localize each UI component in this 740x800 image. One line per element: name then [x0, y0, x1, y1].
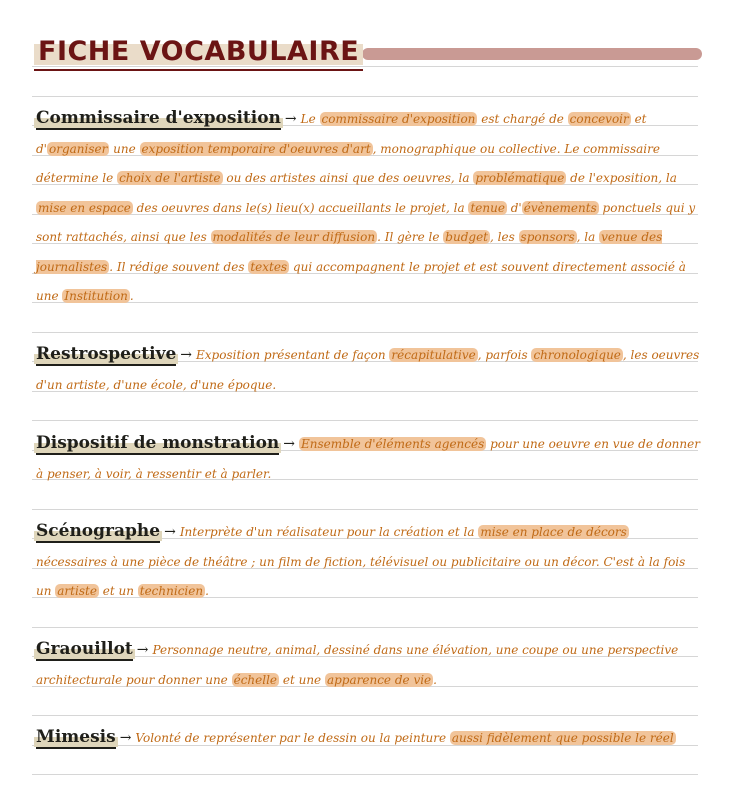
highlighted-phrase: mise en place de décors [480, 525, 627, 539]
entry-mimesis [36, 723, 700, 754]
highlighted-phrase: récapitulative [391, 348, 476, 362]
definition-text: . Il rédige souvent des [109, 259, 249, 274]
arrow-icon: → [284, 111, 297, 127]
highlighted-phrase: chronologique [533, 348, 621, 362]
definition-text: ponctuels qui y sont rattachés, ainsi que les [36, 200, 696, 244]
entry-graouillot [36, 635, 700, 695]
definition-text: et une [279, 672, 325, 687]
entry-text [36, 723, 700, 754]
highlighted-phrase: exposition temporaire d'oeuvres d'art [141, 141, 371, 156]
highlighted-phrase: organiser [48, 141, 108, 156]
highlighted-phrase: aussi fidèlement que possible le réel [451, 731, 674, 745]
definition-text: et un [98, 584, 138, 598]
definition-text: , parfois [477, 348, 532, 362]
entry-scenographe [36, 517, 700, 607]
definition-text: . [433, 672, 437, 687]
entry-text [36, 340, 700, 400]
definition-text: , les [490, 230, 519, 244]
definition-text: nécessaires à une pièce de théâtre ; un film de fiction, télévisuel ou publicitaire ou un décor. C'est à la fois un [36, 554, 686, 598]
definition-text: d' [506, 200, 522, 215]
entry-term: Scénographe [36, 521, 161, 541]
ruled-line [32, 774, 698, 775]
definition-text: Le [300, 112, 320, 126]
ruled-line [32, 96, 698, 97]
arrow-icon: → [136, 642, 149, 658]
arrow-icon: → [283, 436, 296, 452]
definition-text: Personnage neutre, animal, dessiné dans une élévation, une coupe ou une perspective architecturale pour donner une [36, 643, 679, 687]
highlighted-phrase: modalités de leur diffusion [212, 230, 376, 244]
arrow-icon: → [164, 524, 176, 540]
entry-text [36, 104, 700, 312]
ruled-line [32, 627, 698, 628]
highlighted-phrase: sponsors [520, 230, 575, 244]
ruled-line [32, 332, 698, 333]
highlighted-phrase: commissaire d'exposition [321, 112, 476, 126]
highlighted-phrase: choix de l'artiste [119, 171, 221, 185]
definition-text: Exposition présentant de façon [196, 348, 390, 362]
highlighted-phrase: Ensemble d'éléments agencés [301, 437, 485, 451]
highlighted-phrase: concevoir [569, 112, 629, 126]
entry-term: Commissaire d'exposition [36, 108, 281, 128]
entry-definition [135, 731, 675, 745]
definition-text: . [129, 289, 134, 303]
highlighted-phrase: mise en espace [38, 200, 131, 215]
highlighted-phrase: Institution [64, 289, 128, 303]
definition-text: . [205, 584, 209, 598]
definition-text: , les oeuvres d'un artiste, d'une école, d'une époque. [36, 348, 700, 392]
entry-retrospective [36, 340, 700, 400]
title-block [34, 36, 363, 67]
definition-text: est chargé de [477, 112, 568, 126]
entry-text [36, 517, 700, 607]
definition-text: , la [576, 230, 600, 244]
entry-term: Graouillot [36, 639, 133, 659]
definition-text: et d' [36, 112, 647, 156]
highlighted-phrase: budget [445, 230, 488, 244]
definition-text: . Il gère le [377, 230, 444, 244]
highlighted-phrase: textes [250, 259, 288, 274]
page-title: FICHE VOCABULAIRE [34, 36, 363, 67]
ruled-line [32, 420, 698, 421]
definition-text: pour une oeuvre en vue de donner à penser, à voir, à ressentir et à parler. [36, 437, 700, 481]
ruled-line [32, 509, 698, 510]
entry-text [36, 429, 700, 489]
entry-definition [36, 112, 695, 303]
entry-text [36, 635, 700, 695]
definition-text: Interprète d'un réalisateur pour la création et la [179, 525, 479, 539]
arrow-icon: → [180, 347, 193, 363]
entry-term: Dispositif de monstration [36, 433, 280, 453]
highlighted-phrase: apparence de vie [326, 672, 432, 687]
highlighted-phrase: échelle [233, 672, 278, 687]
ruled-line [32, 715, 698, 716]
entry-commissaire [36, 104, 700, 312]
definition-text: ou des artistes ainsi que des oeuvres, la [222, 171, 474, 185]
highlighted-phrase: problématique [475, 171, 565, 185]
highlighted-phrase: artiste [57, 584, 97, 598]
definition-text: , monographique ou collective. Le commissaire détermine le [36, 141, 660, 185]
definition-text: de l'exposition, la [566, 171, 677, 185]
highlighted-phrase: évènements [523, 200, 597, 215]
entry-term: Restrospective [36, 344, 177, 364]
arrow-icon: → [119, 730, 132, 746]
definition-text: qui accompagnent le projet et est souvent directement associé à une [36, 259, 686, 303]
entry-dispositif [36, 429, 700, 489]
entry-term: Mimesis [36, 727, 116, 747]
definition-text: Volonté de représenter par le dessin ou la peinture [135, 731, 450, 745]
title-decoration-bar [362, 48, 702, 60]
highlighted-phrase: tenue [470, 200, 505, 215]
definition-text: une [109, 141, 140, 156]
definition-text: des oeuvres dans le(s) lieu(x) accueillants le projet, la [132, 200, 469, 215]
highlighted-phrase: venue des journalistes [36, 230, 663, 274]
highlighted-phrase: technicien [139, 584, 204, 598]
